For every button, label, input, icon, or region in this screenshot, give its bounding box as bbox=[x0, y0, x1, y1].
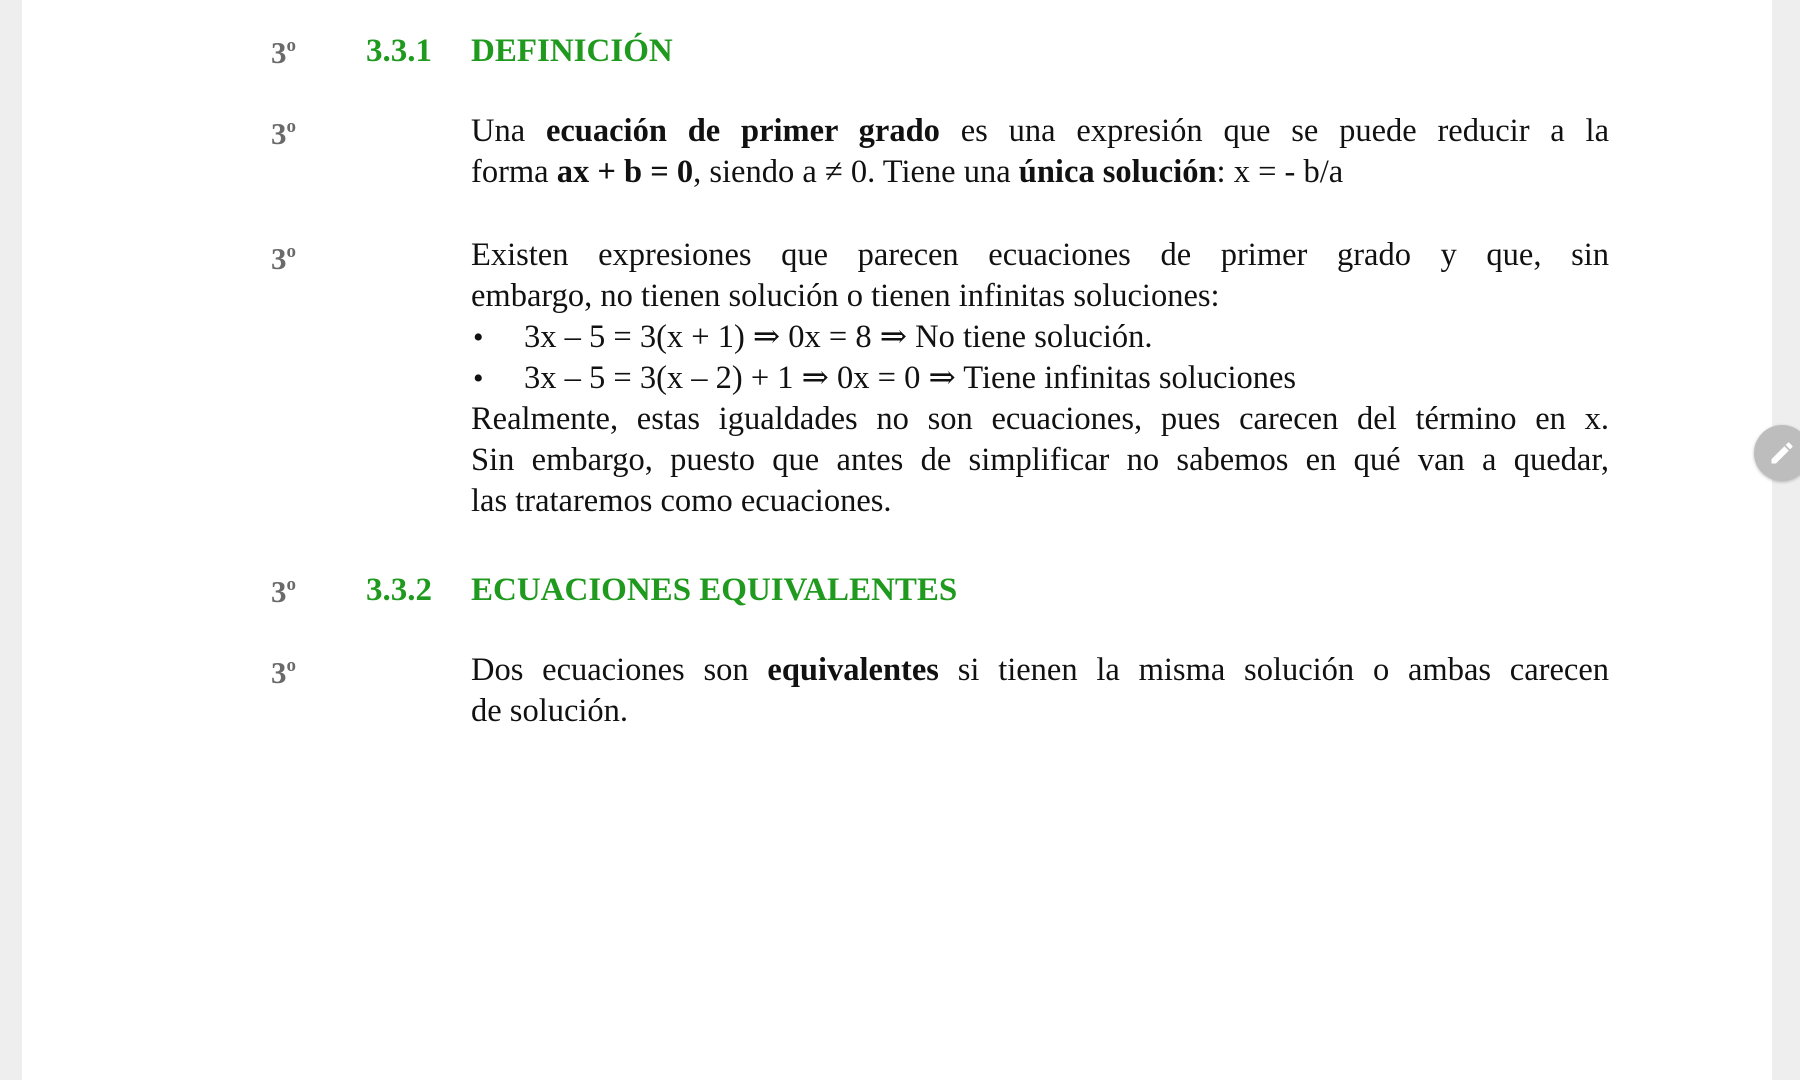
level-marker: 3$^o$ bbox=[271, 574, 296, 609]
level-marker: 3$^o$ bbox=[271, 241, 296, 276]
section-number: 3.3.2 bbox=[366, 572, 432, 608]
bullet-item: • 3x – 5 = 3(x + 1) ⇒ 0x = 8 ⇒ No tiene solución. bbox=[471, 317, 1609, 358]
level-marker: 3$^o$ bbox=[271, 116, 296, 151]
document-page bbox=[22, 0, 1772, 1080]
pencil-icon bbox=[1768, 439, 1796, 467]
level-marker: 3$^o$ bbox=[271, 35, 296, 70]
definition-paragraph bbox=[471, 111, 1609, 193]
equivalence-paragraph bbox=[471, 650, 1609, 732]
paragraph-line: Realmente, estas igualdades no son ecuaciones, pues carecen del término en x. bbox=[471, 401, 1609, 437]
paragraph-line: Existen expresiones que parecen ecuaciones de primer grado y que, sin bbox=[471, 237, 1609, 273]
section-title: ECUACIONES EQUIVALENTES bbox=[471, 572, 958, 608]
section-title: DEFINICIÓN bbox=[471, 33, 673, 69]
paragraph-line: embargo, no tienen solución o tienen infinitas soluciones: bbox=[471, 278, 1220, 314]
bullet-icon: • bbox=[473, 362, 484, 395]
paragraph-line: Dos ecuaciones son equivalentes si tienen la misma solución o ambas carecen bbox=[471, 652, 1610, 688]
paragraph-line: las trataremos como ecuaciones. bbox=[471, 483, 892, 519]
expressions-paragraph bbox=[471, 235, 1609, 522]
section-number: 3.3.1 bbox=[366, 33, 432, 69]
level-marker: 3$^o$ bbox=[271, 655, 296, 690]
bullet-item: • 3x – 5 = 3(x – 2) + 1 ⇒ 0x = 0 ⇒ Tiene infinitas soluciones bbox=[471, 358, 1609, 399]
paragraph-line: forma ax + b = 0, siendo a ≠ 0. Tiene una única solución: x = - b/a bbox=[471, 154, 1344, 190]
paragraph-line: Sin embargo, puesto que antes de simplificar no sabemos en qué van a quedar, bbox=[471, 442, 1609, 478]
bullet-icon: • bbox=[473, 321, 484, 354]
paragraph-line: Una ecuación de primer grado es una expresión que se puede reducir a la bbox=[471, 113, 1609, 149]
paragraph-line: de solución. bbox=[471, 693, 629, 729]
